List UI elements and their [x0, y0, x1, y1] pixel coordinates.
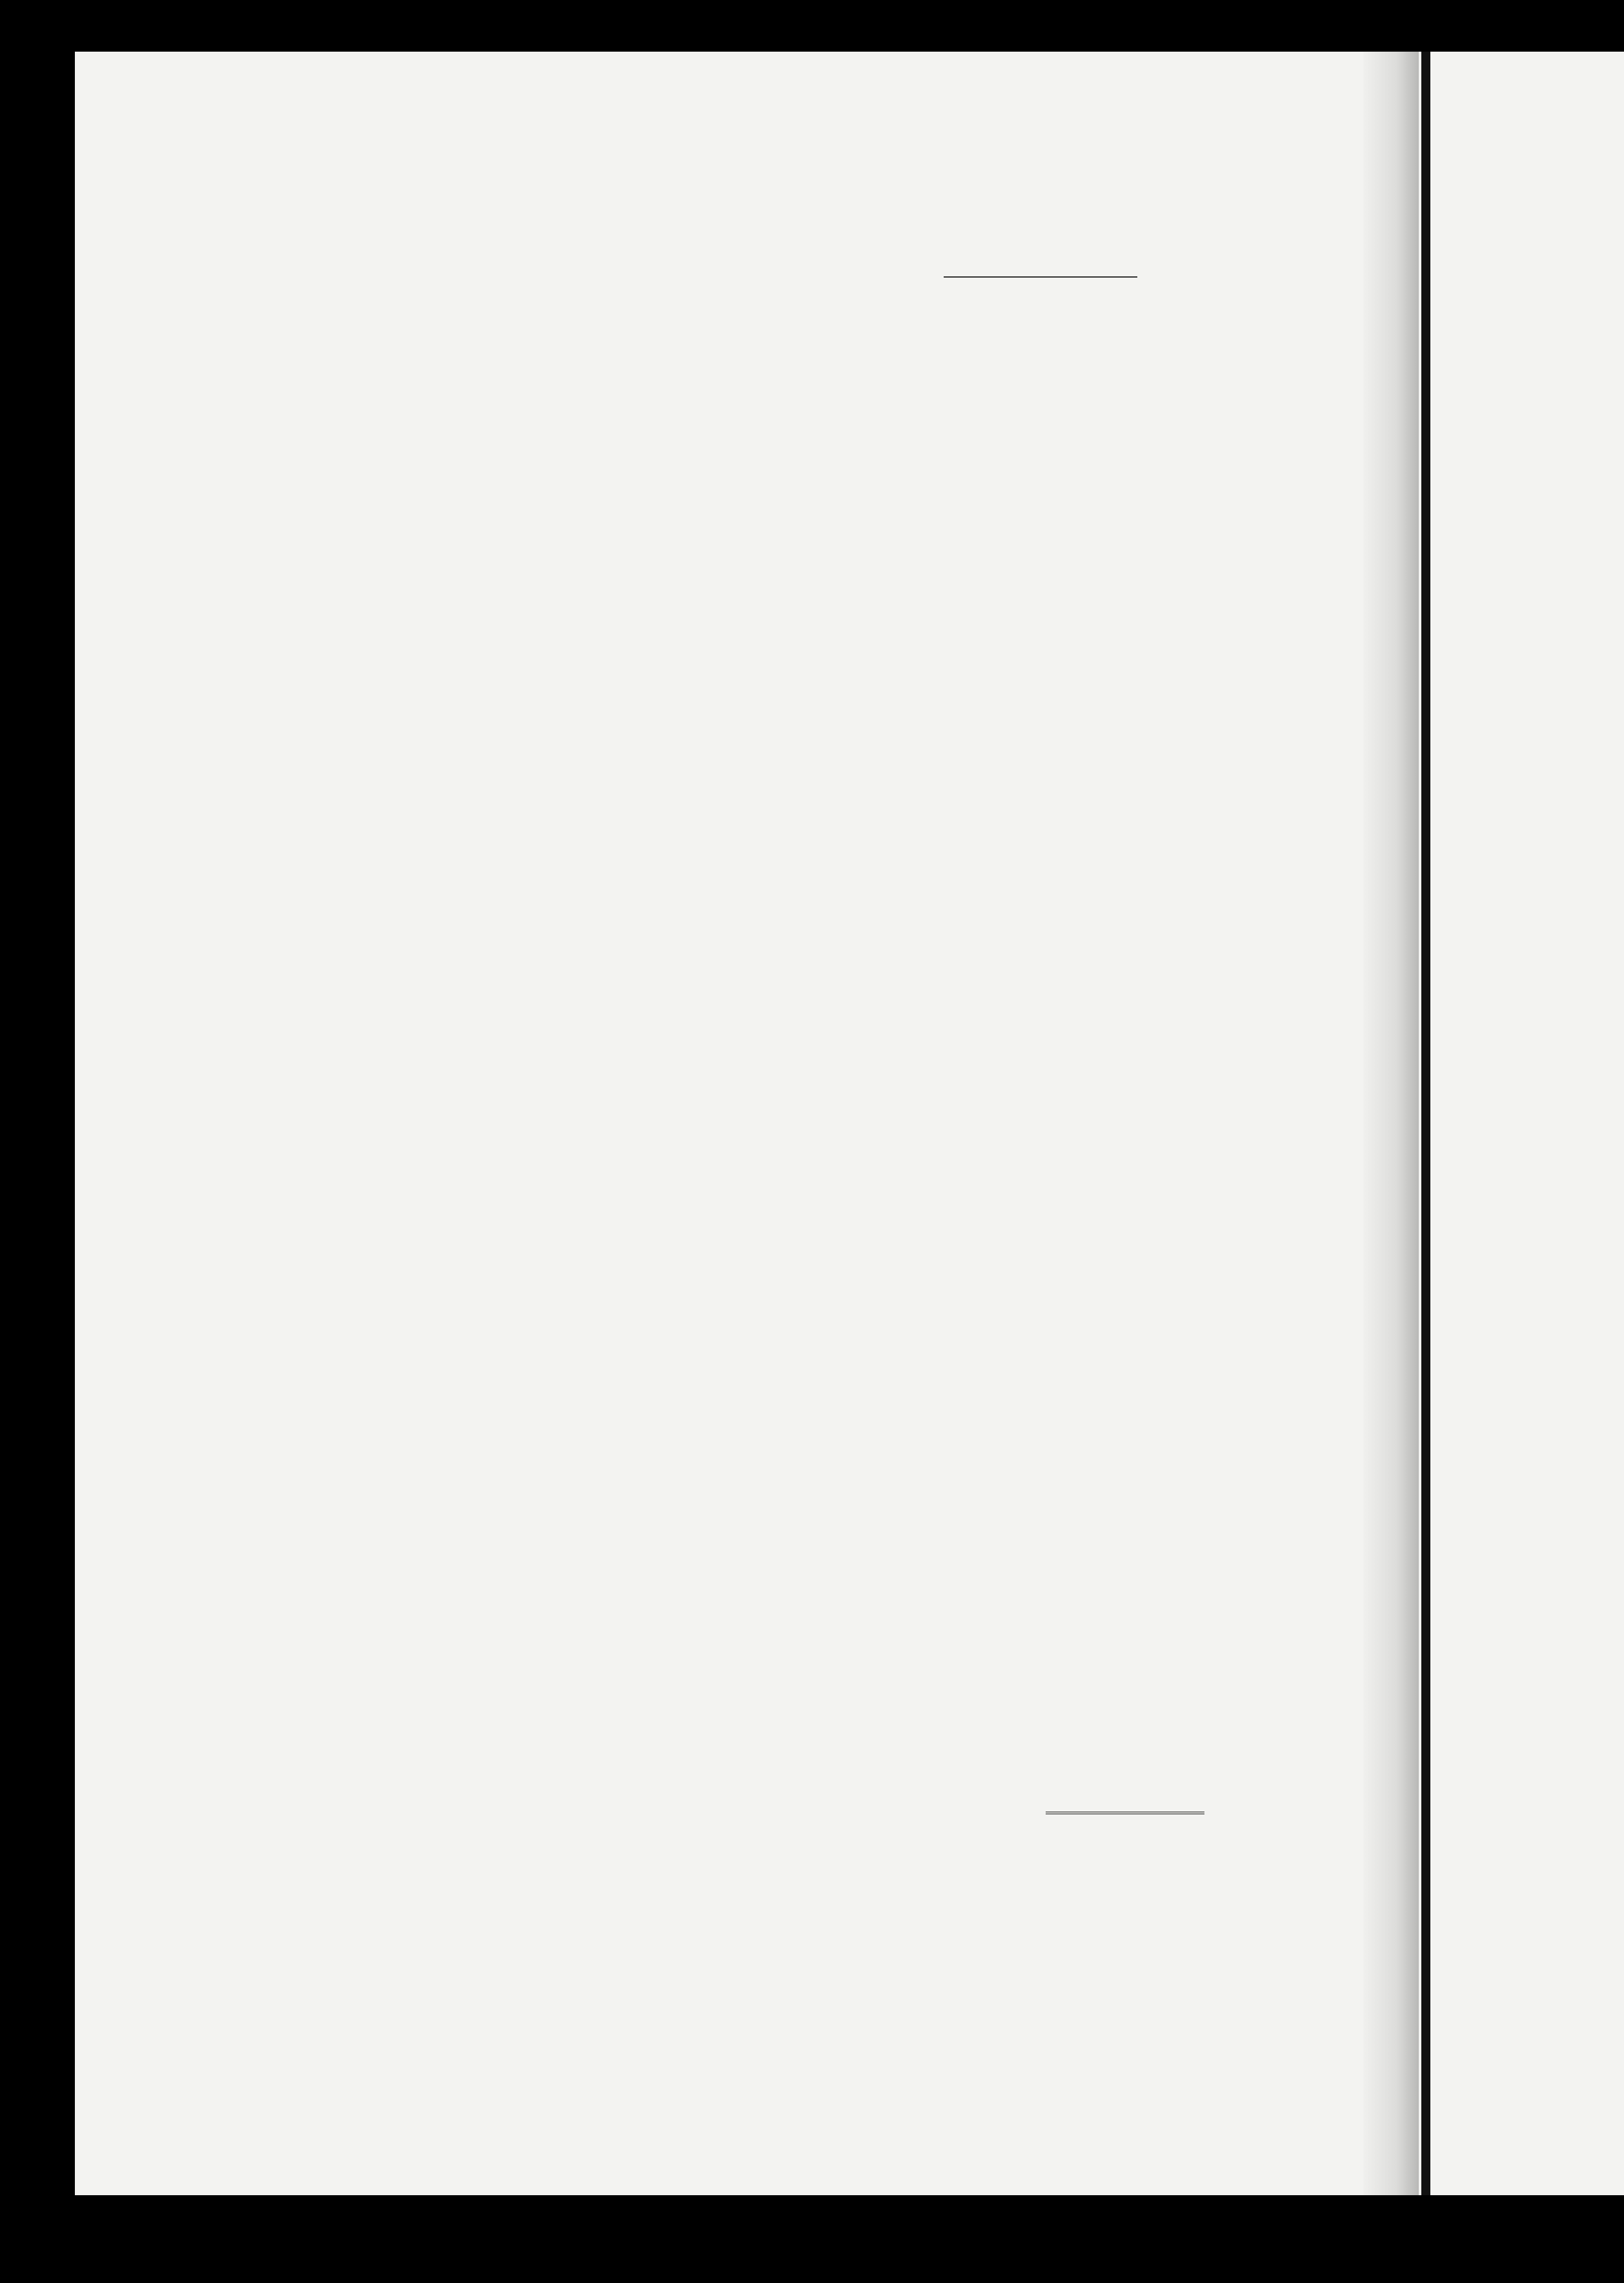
book-spine	[1363, 52, 1419, 2195]
gutter-shadow	[1421, 52, 1430, 2195]
adjacent-page	[1430, 52, 1624, 2195]
totals-rule	[1046, 1812, 1204, 1814]
book-page	[75, 52, 1424, 2195]
quantities-header-rule	[944, 276, 1137, 278]
